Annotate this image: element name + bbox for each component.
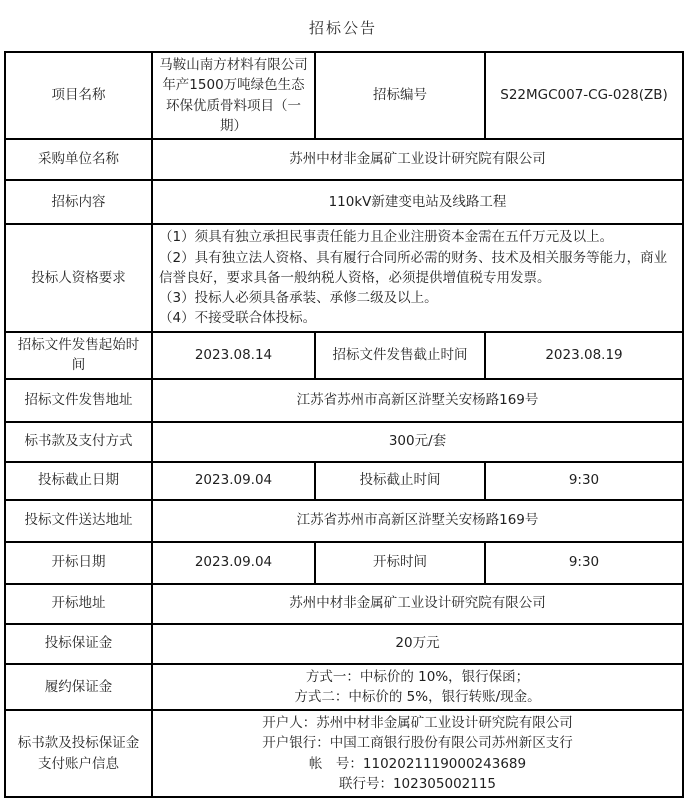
purchaser-value: 苏州中材非金属矿工业设计研究院有限公司 xyxy=(152,139,683,180)
performance-bond-line: 方式一：中标价的 10%，银行保函； xyxy=(305,668,530,685)
purchaser-label: 采购单位名称 xyxy=(5,139,152,180)
bid-delivery-address-label: 投标文件送达地址 xyxy=(5,500,152,542)
tender-content-value: 110kV新建变电站及线路工程 xyxy=(152,180,683,224)
performance-bond-line: 方式二：中标价的 5%，银行转账/现金。 xyxy=(294,688,541,705)
tender-table xyxy=(4,51,684,798)
doc-sale-start-value: 2023.08.14 xyxy=(152,332,315,379)
opening-time-label: 开标时间 xyxy=(315,542,485,584)
row-project-name xyxy=(5,52,683,139)
payment-account-line: 联行号：102305002115 xyxy=(338,775,497,792)
row-doc-fee xyxy=(5,422,683,462)
tender-number-value: S22MGC007-CG-028(ZB) xyxy=(485,52,683,139)
tender-content-label: 招标内容 xyxy=(5,180,152,224)
performance-bond-label: 履约保证金 xyxy=(5,664,152,711)
bid-bond-label: 投标保证金 xyxy=(5,624,152,664)
bid-deadline-time-label: 投标截止时间 xyxy=(315,462,485,500)
row-opening-time xyxy=(5,542,683,584)
qualification-item: （1）须具有独立承担民事责任能力且企业注册资本金需在五仟万元及以上。 xyxy=(159,229,614,246)
row-doc-sale-address xyxy=(5,379,683,422)
opening-address-value: 苏州中材非金属矿工业设计研究院有限公司 xyxy=(152,584,683,624)
qualification-item: （4）不接受联合体投标。 xyxy=(159,310,317,327)
opening-address-label: 开标地址 xyxy=(5,584,152,624)
qualification-value xyxy=(152,224,683,332)
doc-sale-start-label: 招标文件发售起始时间 xyxy=(5,332,152,379)
row-performance-bond xyxy=(5,664,683,711)
doc-sale-end-label: 招标文件发售截止时间 xyxy=(315,332,485,379)
doc-fee-label: 标书款及支付方式 xyxy=(5,422,152,462)
row-bid-delivery-address xyxy=(5,500,683,542)
qualification-item: （3）投标人必须具备承装、承修二级及以上。 xyxy=(159,290,438,307)
project-name-label: 项目名称 xyxy=(5,52,152,139)
row-doc-sale-time xyxy=(5,332,683,379)
payment-account-line: 开户银行：中国工商银行股份有限公司苏州新区支行 xyxy=(262,735,573,752)
row-bid-deadline xyxy=(5,462,683,500)
qualification-item: （2）具有独立法人资格、具有履行合同所必需的财务、技术及相关服务等能力，商业信誉良好，要求具备一般纳税人资格，必须提供增值税专用发票。 xyxy=(159,249,668,286)
opening-date-label: 开标日期 xyxy=(5,542,152,584)
page-title: 招标公告 xyxy=(308,19,377,37)
bid-delivery-address-value: 江苏省苏州市高新区浒墅关安杨路169号 xyxy=(152,500,683,542)
doc-sale-end-value: 2023.08.19 xyxy=(485,332,683,379)
payment-account-line: 帐 号：1102021119000243689 xyxy=(308,755,527,772)
row-payment-account xyxy=(5,710,683,797)
row-tender-content xyxy=(5,180,683,224)
doc-sale-address-label: 招标文件发售地址 xyxy=(5,379,152,422)
payment-account-value xyxy=(152,710,683,797)
bid-deadline-time-value: 9:30 xyxy=(485,462,683,500)
payment-account-line: 开户人：苏州中材非金属矿工业设计研究院有限公司 xyxy=(262,715,573,731)
row-bid-bond xyxy=(5,624,683,664)
doc-sale-address-value: 江苏省苏州市高新区浒墅关安杨路169号 xyxy=(152,379,683,422)
project-name-value: 马鞍山南方材料有限公司年产1500万吨绿色生态环保优质骨料项目（一期） xyxy=(152,52,315,139)
bid-deadline-date-label: 投标截止日期 xyxy=(5,462,152,500)
row-qualification xyxy=(5,224,683,332)
row-purchaser xyxy=(5,139,683,180)
performance-bond-value xyxy=(152,664,683,711)
row-opening-address xyxy=(5,584,683,624)
bid-bond-value: 20万元 xyxy=(152,624,683,664)
bid-deadline-date-value: 2023.09.04 xyxy=(152,462,315,500)
opening-time-value: 9:30 xyxy=(485,542,683,584)
tender-number-label: 招标编号 xyxy=(315,52,485,139)
doc-fee-value: 300元/套 xyxy=(152,422,683,462)
opening-date-value: 2023.09.04 xyxy=(152,542,315,584)
payment-account-label: 标书款及投标保证金支付账户信息 xyxy=(5,710,152,797)
qualification-label: 投标人资格要求 xyxy=(5,224,152,332)
